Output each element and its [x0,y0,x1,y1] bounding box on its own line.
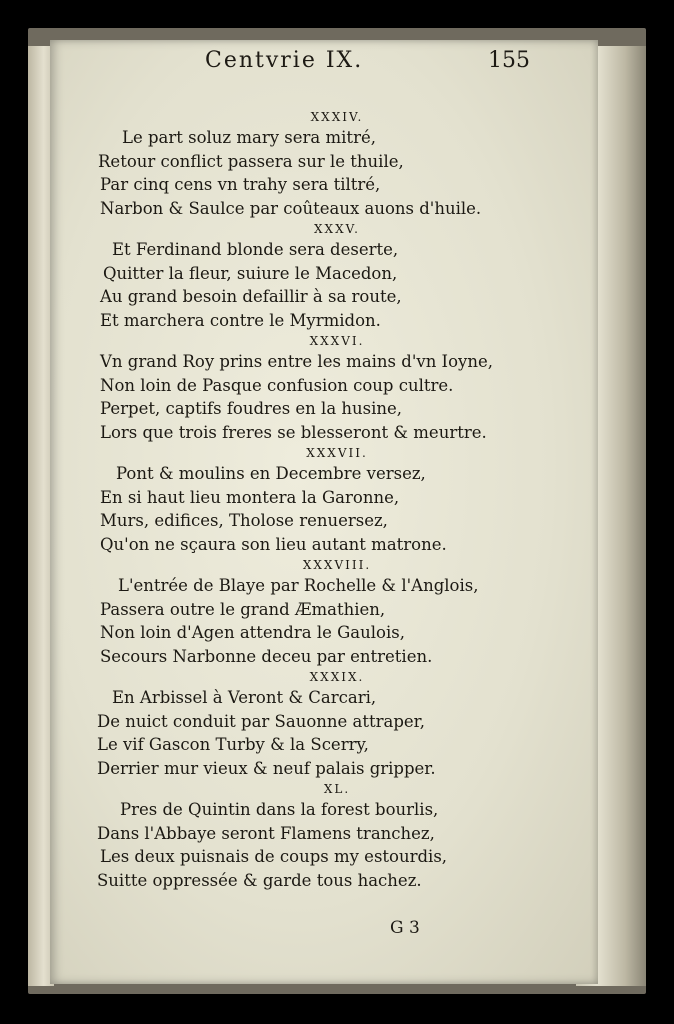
verse-line: Lors que trois freres se blesseront & meurtre. [100,422,487,442]
page-number: 155 [488,48,530,73]
quatrain [0,668,674,780]
quatrain-number: XXXIX. [309,670,365,684]
verse-line: Le part soluz mary sera mitré, [122,128,376,147]
quatrain-number: XXXVII. [306,446,368,460]
quatrain [0,332,674,444]
verse-line: Murs, edifices, Tholose renuersez, [100,511,388,530]
signature-mark: G 3 [390,918,420,938]
verse-line: Derrier mur vieux & neuf palais gripper. [97,758,436,778]
verse-line: En Arbissel à Veront & Carcari, [112,688,377,707]
verse-line: En si haut lieu montera la Garonne, [100,487,400,507]
quatrain-number: XXXIV. [310,110,364,124]
verse-line: Et marchera contre le Myrmidon. [100,310,381,330]
quatrain-list [0,108,674,892]
quatrain-number: XXXVIII. [302,558,372,572]
verse-line: Passera outre le grand Æmathien, [100,599,386,619]
quatrain [0,780,674,892]
verse-line: Quitter la fleur, suiure le Macedon, [103,263,398,283]
verse-line: Pont & moulins en Decembre versez, [116,464,426,483]
quatrain-number: XXXV. [313,222,360,236]
verse-line: Perpet, captifs foudres en la husine, [100,399,403,418]
page-title: Centvrie IX. [205,48,364,73]
quatrain-number: XL. [323,782,351,796]
verse-line: Non loin de Pasque confusion coup cultre. [100,375,454,395]
quatrain [0,444,674,556]
verse-line: L'entrée de Blaye par Rochelle & l'Anglois, [118,576,479,595]
verse-line: Qu'on ne sçaura son lieu autant matrone. [100,534,447,554]
verse-line: Le vif Gascon Turby & la Scerry, [97,735,369,754]
quatrain-number: XXXVI. [309,334,365,348]
verse-line: Dans l'Abbaye seront Flamens tranchez, [97,823,435,843]
running-head [0,48,674,78]
verse-line: Narbon & Saulce par coûteaux auons d'huile. [100,198,482,218]
verse-line: Vn grand Roy prins entre les mains d'vn Ioyne, [100,352,493,371]
verse-line: Par cinq cens vn trahy sera tiltré, [100,175,381,194]
verse-line: Et Ferdinand blonde sera deserte, [112,240,399,259]
verse-line: De nuict conduit par Sauonne attraper, [97,711,425,731]
verse-line: Les deux puisnais de coups my estourdis, [100,847,448,866]
verse-line: Suitte oppressée & garde tous hachez. [97,870,422,890]
verse-line: Au grand besoin defaillir à sa route, [100,287,402,306]
quatrain [0,556,674,668]
verse-line: Pres de Quintin dans la forest bourlis, [120,800,439,819]
verse-line: Retour conflict passera sur le thuile, [98,151,404,171]
verse-line: Secours Narbonne deceu par entretien. [100,646,433,666]
quatrain [0,108,674,220]
quatrain [0,220,674,332]
verse-line: Non loin d'Agen attendra le Gaulois, [100,623,405,642]
